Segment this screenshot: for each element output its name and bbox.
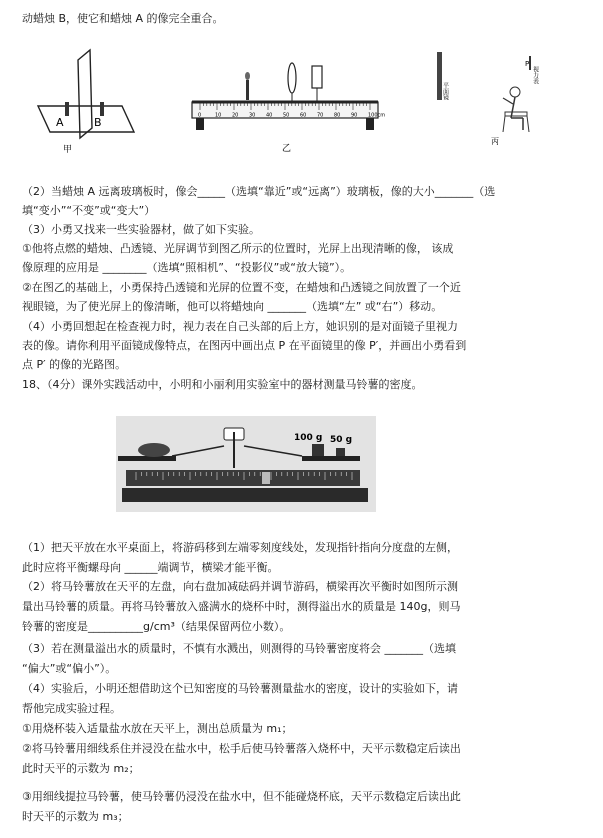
text-line: ①他将点燃的蜡烛、凸透镜、光屏调节到图乙所示的位置时，光屏上出现清晰的像， 该成 <box>22 242 454 255</box>
scale-tick-label: 40 <box>266 112 273 119</box>
potato <box>138 443 170 457</box>
text-line: 此时应将平衡螺母向 ______端调节，横梁才能平衡。 <box>22 561 279 574</box>
text-line: 量出马铃薯的质量。再将马铃薯放入盛满水的烧杯中时，测得溢出水的质量是 140g，则马 <box>22 600 461 613</box>
text-line: （4）小勇回想起在检查视力时，视力表在自己头部的后上方，她识别的是对面镜子里视力 <box>22 320 458 333</box>
text-line: 像原理的应用是 ________（选填“照相机”、“投影仪”或“放大镜”）。 <box>22 261 352 274</box>
text-line: （3）若在测量溢出水的质量时，不慎有水溅出，则测得的马铃薯密度将会 _______（选填 <box>22 642 456 655</box>
candle-a <box>65 102 69 116</box>
text-line: 18、（4分）课外实践活动中，小明和小丽利用实验室中的器材测量马铃薯的密度。 <box>22 378 423 391</box>
caption-bing: 丙 <box>491 137 499 146</box>
scale-tick-label: 10 <box>215 112 222 119</box>
text-line: （3）小勇又找来一些实验器材，做了如下实验。 <box>22 223 260 236</box>
scale-tick-label: 80 <box>334 112 341 119</box>
text-line: 点 P′ 的像的光路图。 <box>22 358 127 371</box>
figure-jia <box>30 46 140 155</box>
scale-tick-label: 50 <box>283 112 290 119</box>
figure-yi <box>188 58 388 154</box>
text-line: （4）实验后，小明还想借助这个已知密度的马铃薯测量盐水的密度，设计的实验如下，请 <box>22 682 458 695</box>
left-pan <box>118 456 176 461</box>
text-line: 表的像。请你利用平面镜成像特点，在图丙中画出点 P 在平面镜里的像 P′，并画出小勇看到 <box>22 339 467 352</box>
weight-100g <box>312 444 324 456</box>
convex-lens <box>288 63 296 93</box>
student-head <box>510 87 520 97</box>
weight-50g <box>336 448 345 456</box>
figure-balance <box>116 416 376 512</box>
text-line: 此时天平的示数为 m₂； <box>22 762 140 775</box>
text-line: 铃薯的密度是__________g/cm³（结果保留两位小数）。 <box>22 620 291 633</box>
candle <box>246 80 249 100</box>
glass-plate <box>78 50 92 138</box>
text-line: （2）将马铃薯放在天平的左盘，向右盘加减砝码并调节游码，横梁再次平衡时如图所示测 <box>22 580 458 593</box>
text-line: 填“变小”“不变”或“变大”） <box>22 204 156 217</box>
text-line: 动蜡烛 B，使它和蜡烛 A 的像完全重合。 <box>22 12 224 25</box>
text-line: ①用烧杯装入适量盐水放在天平上，测出总质量为 m₁； <box>22 722 293 735</box>
caption-yi: 乙 <box>282 144 292 154</box>
point-p: P <box>525 60 530 68</box>
scale-tick-label: 60 <box>300 112 307 119</box>
text-line: ②在图乙的基础上，小勇保持凸透镜和光屏的位置不变，在蜡烛和凸透镜之间放置了一个近 <box>22 281 461 294</box>
scale-tick-label: 70 <box>317 112 324 119</box>
candle-b <box>100 102 104 116</box>
text-line: ③用细线提拉马铃薯，使马铃薯仍浸没在盐水中，但不能碰烧杯底，天平示数稳定后读出此 <box>22 790 461 803</box>
balance-base <box>122 488 368 502</box>
scale-tick-label: 100cm <box>368 112 386 119</box>
right-pan <box>302 456 360 461</box>
mirror-label: 平面镜 <box>441 82 449 100</box>
rider <box>262 472 270 484</box>
caption-jia: 甲 <box>63 145 73 155</box>
light-screen <box>312 66 322 88</box>
table-plane <box>38 106 134 132</box>
text-line: 视眼镜，为了使光屏上的像清晰，他可以将蜡烛向 _______（选填“左” 或“右”）移动。 <box>22 300 443 313</box>
text-line: 时天平的示数为 m₃； <box>22 810 129 823</box>
chart-label: 视力表 <box>531 66 539 84</box>
label-b: B <box>94 116 102 129</box>
scale-tick-label: 0 <box>198 112 202 119</box>
label-a: A <box>56 116 64 129</box>
weight-label-100: 100 g <box>294 433 323 443</box>
text-line: （1）把天平放在水平桌面上，将游码移到左端零刻度线处，发现指针指向分度盘的左侧， <box>22 541 458 554</box>
figure-bing <box>425 52 590 150</box>
text-line: ②将马铃薯用细线系住并浸没在盐水中，松手后使马铃薯落入烧杯中，天平示数稳定后读出 <box>22 742 461 755</box>
text-line: 帮他完成实验过程。 <box>22 702 121 715</box>
text-line: （2）当蜡烛 A 远离玻璃板时，像会_____（选填“靠近”或“远离”）玻璃板，像的大小_______（选 <box>22 185 496 198</box>
scale-tick-label: 20 <box>232 112 239 119</box>
text-line: “偏大”或“偏小”）。 <box>22 662 117 675</box>
weight-label-50: 50 g <box>330 435 353 445</box>
scale-tick-label: 30 <box>249 112 256 119</box>
scale-tick-label: 90 <box>351 112 358 119</box>
